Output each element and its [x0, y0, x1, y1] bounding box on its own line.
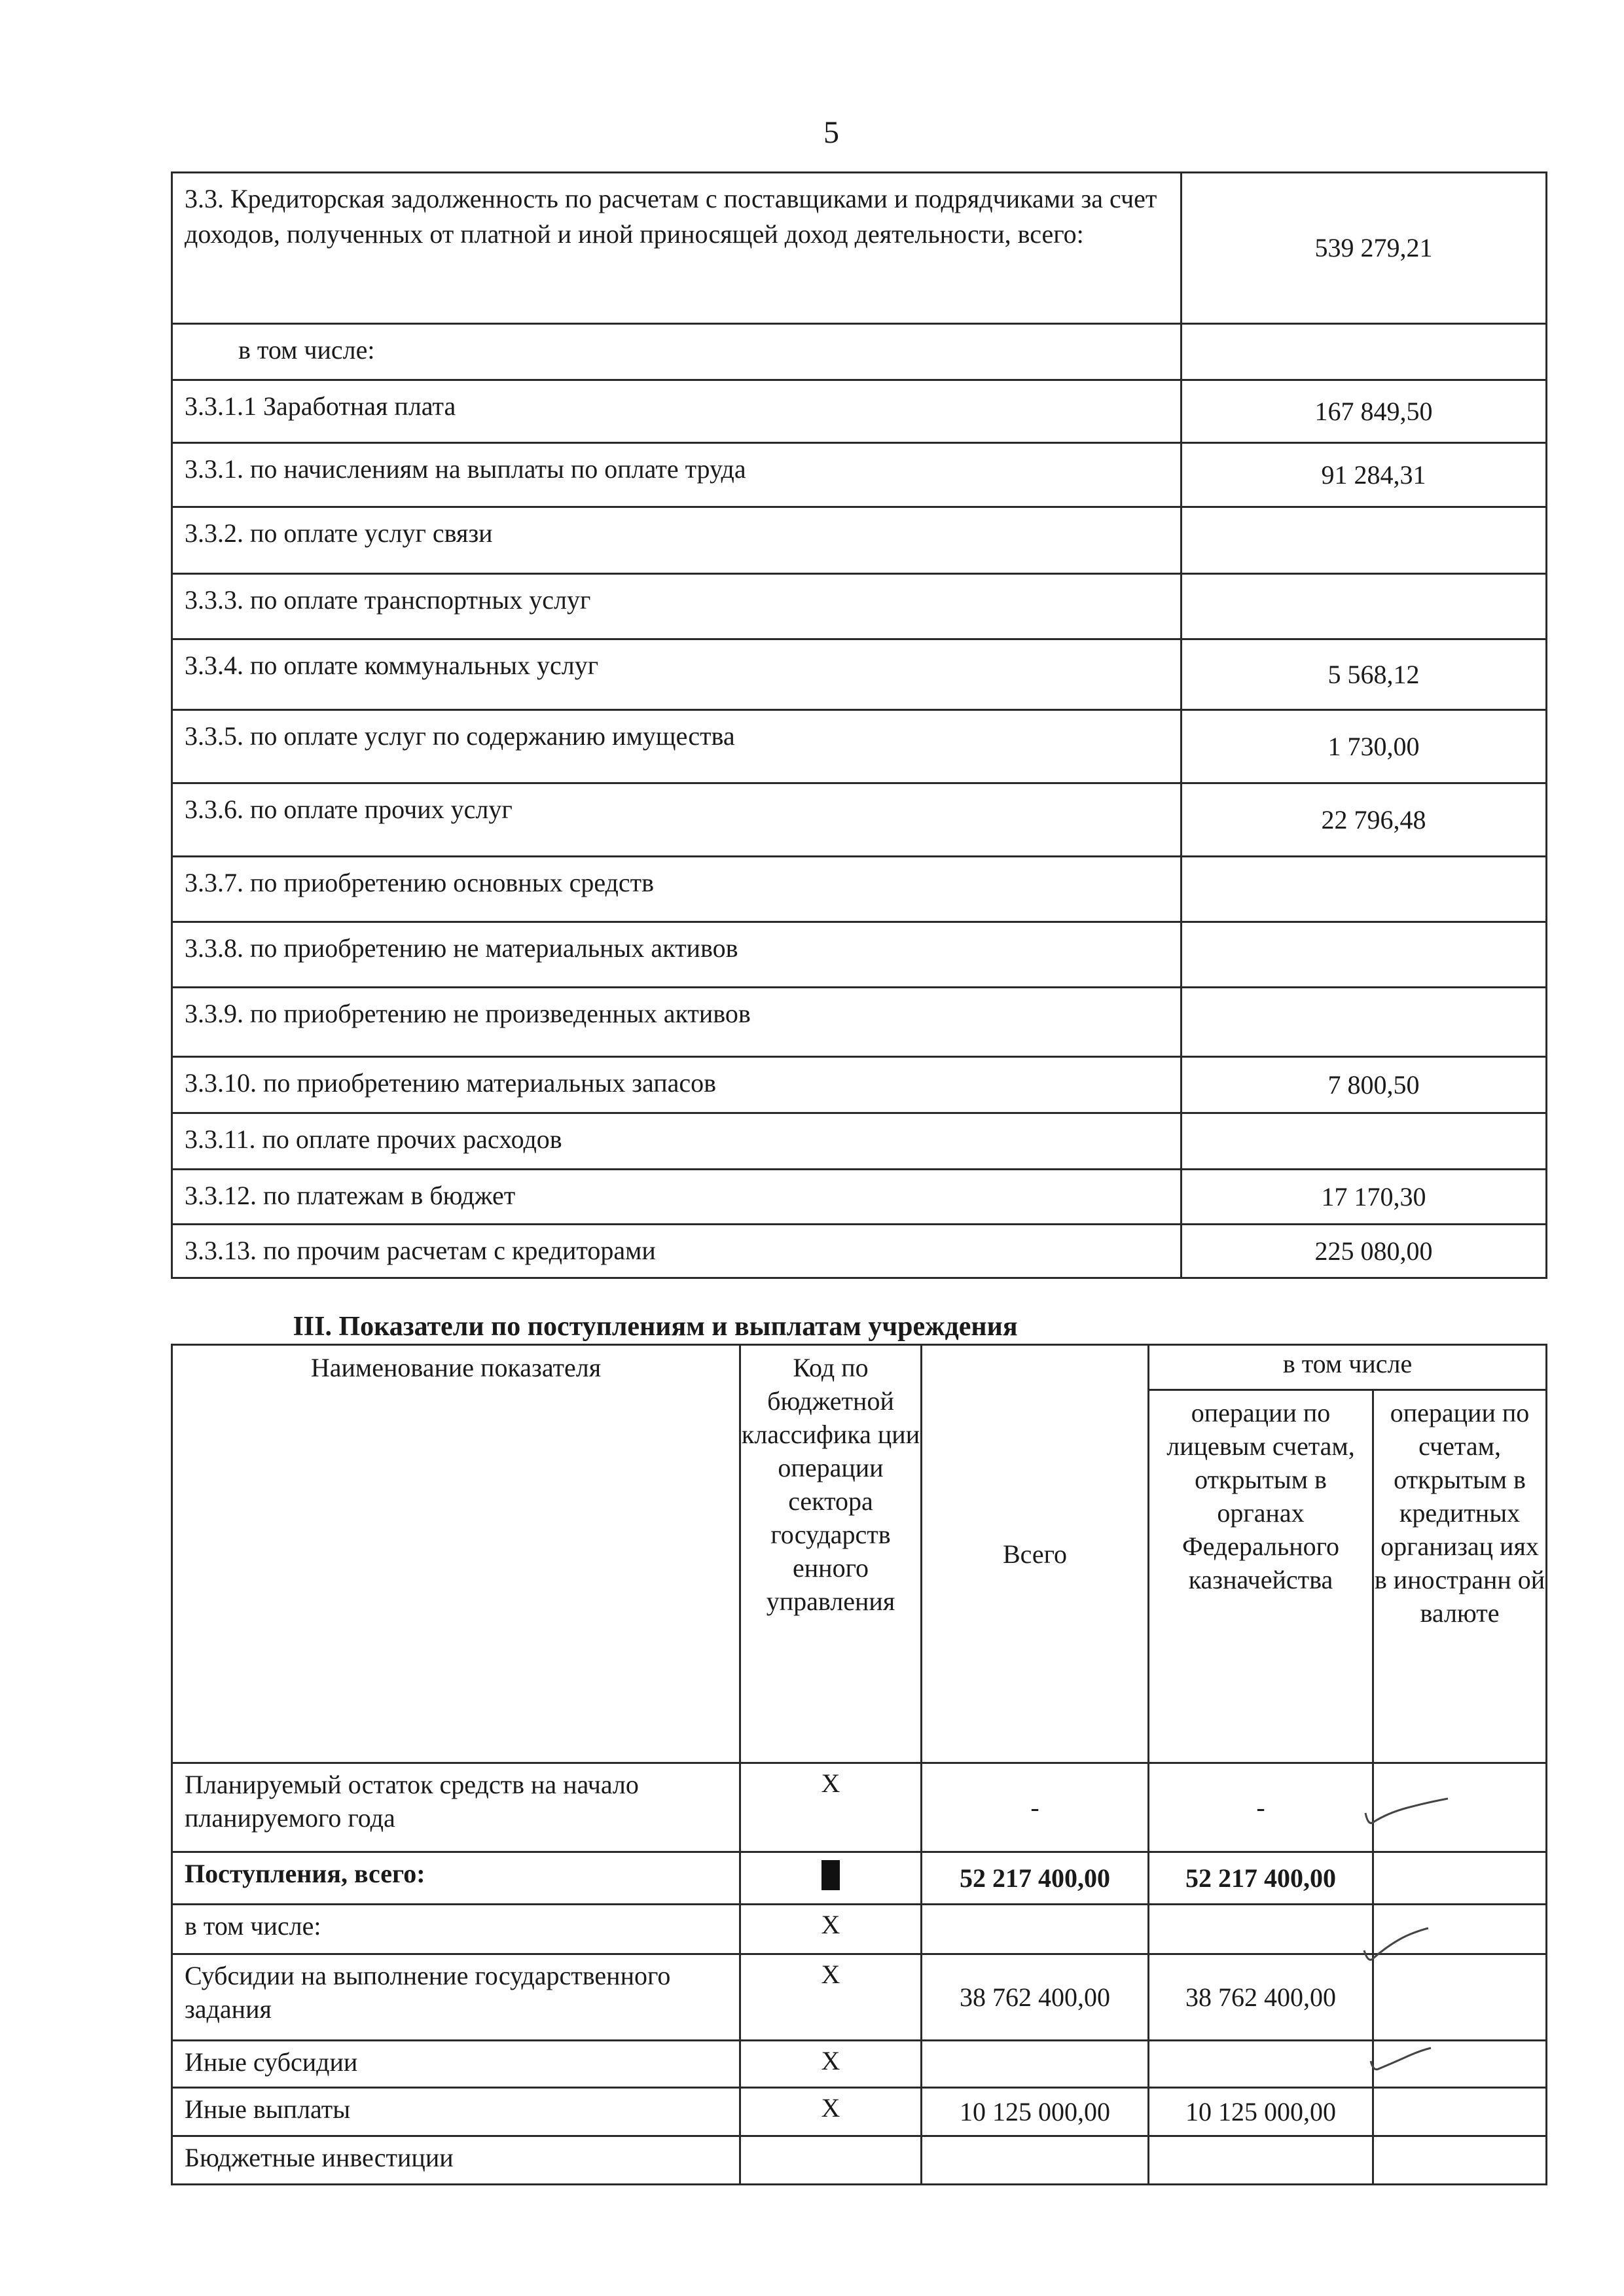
table-row	[172, 783, 1547, 857]
table-row	[172, 1113, 1547, 1170]
row-name: Бюджетные инвестиции	[172, 2136, 740, 2185]
header-code: Код по бюджетной классифика ции операции сектора государств енного управления	[740, 1345, 922, 1763]
row-name: Поступления, всего:	[172, 1852, 740, 1905]
row-code: Х	[740, 1954, 922, 2041]
row-label: 3.3.3. по оплате транспортных услуг	[172, 574, 1182, 639]
section-title: III. Показатели по поступлениям и выплатам учреждения	[293, 1312, 1018, 1342]
row-value	[1182, 324, 1547, 380]
table-row	[172, 1170, 1547, 1225]
row-code: Х	[740, 1905, 922, 1954]
row-label: 3.3. Кредиторская задолженность по расчетам с поставщиками и подрядчиками за счет доходов, полученных от платной и иной приносящей доход деятельности, всего:	[172, 173, 1182, 324]
table-row	[172, 857, 1547, 922]
row-total	[922, 2041, 1149, 2088]
row-total: 10 125 000,00	[922, 2088, 1149, 2136]
row-label: 3.3.5. по оплате услуг по содержанию имущества	[172, 710, 1182, 783]
row-value: 539 279,21	[1182, 173, 1547, 324]
row-value	[1182, 507, 1547, 574]
row-value: 167 849,50	[1182, 380, 1547, 443]
table-row	[172, 988, 1547, 1057]
row-total	[922, 1905, 1149, 1954]
row-code: Х	[740, 2088, 922, 2136]
row-label: в том числе:	[172, 324, 1182, 380]
row-code	[740, 2136, 922, 2185]
table-row	[172, 574, 1547, 639]
table-row	[172, 1057, 1547, 1113]
row-label: 3.3.8. по приобретению не материальных активов	[172, 922, 1182, 988]
table-row	[172, 1905, 1547, 1954]
table-row	[172, 1852, 1547, 1905]
row-label: 3.3.6. по оплате прочих услуг	[172, 783, 1182, 857]
row-label: 3.3.1.1 Заработная плата	[172, 380, 1182, 443]
row-value: 1 730,00	[1182, 710, 1547, 783]
row-value: 7 800,50	[1182, 1057, 1547, 1113]
table-row	[172, 639, 1547, 710]
row-value	[1182, 922, 1547, 988]
row-label: 3.3.9. по приобретению не произведенных активов	[172, 988, 1182, 1057]
row-label: 3.3.7. по приобретению основных средств	[172, 857, 1182, 922]
header-name: Наименование показателя	[172, 1345, 740, 1763]
row-name: Субсидии на выполнение государственного задания	[172, 1954, 740, 2041]
table-row	[172, 1954, 1547, 2041]
row-foreign	[1373, 2088, 1547, 2136]
table-row	[172, 922, 1547, 988]
row-foreign	[1373, 2136, 1547, 2185]
row-label: 3.3.11. по оплате прочих расходов	[172, 1113, 1182, 1170]
row-value: 22 796,48	[1182, 783, 1547, 857]
row-name: Иные выплаты	[172, 2088, 740, 2136]
row-total: -	[922, 1763, 1149, 1852]
table-row	[172, 1763, 1547, 1852]
row-federal: 38 762 400,00	[1149, 1954, 1373, 2041]
creditor-debt-table	[171, 171, 1547, 1279]
row-total	[922, 2136, 1149, 2185]
row-value: 17 170,30	[1182, 1170, 1547, 1225]
table-row	[172, 507, 1547, 574]
table-row	[172, 2136, 1547, 2185]
row-label: 3.3.1. по начислениям на выплаты по оплате труда	[172, 443, 1182, 507]
check-mark-icon	[1362, 1793, 1453, 1839]
row-code	[740, 1852, 922, 1905]
row-federal	[1149, 1905, 1373, 1954]
table-row	[172, 173, 1547, 324]
row-name: Иные субсидии	[172, 2041, 740, 2088]
header-foreign: операции по счетам, открытым в кредитных организац иях в иностранн ой валюте	[1373, 1390, 1547, 1763]
table-row	[172, 380, 1547, 443]
row-label: 3.3.10. по приобретению материальных запасов	[172, 1057, 1182, 1113]
row-federal: 52 217 400,00	[1149, 1852, 1373, 1905]
header-including: в том числе	[1149, 1345, 1547, 1390]
page-number: 5	[823, 115, 839, 150]
row-label: 3.3.4. по оплате коммунальных услуг	[172, 639, 1182, 710]
row-label: 3.3.13. по прочим расчетам с кредиторами	[172, 1225, 1182, 1278]
redaction-mark	[821, 1860, 840, 1890]
row-value: 91 284,31	[1182, 443, 1547, 507]
row-total: 38 762 400,00	[922, 1954, 1149, 2041]
row-name: в том числе:	[172, 1905, 740, 1954]
row-code: Х	[740, 2041, 922, 2088]
row-value	[1182, 1113, 1547, 1170]
header-total: Всего	[922, 1345, 1149, 1763]
table-row	[172, 1225, 1547, 1278]
header-federal: операции по лицевым счетам, открытым в органах Федерального казначейства	[1149, 1390, 1373, 1763]
row-code: Х	[740, 1763, 922, 1852]
row-federal: -	[1149, 1763, 1373, 1852]
table-row	[172, 443, 1547, 507]
check-mark-icon	[1360, 1924, 1432, 1970]
header-row	[172, 1345, 1547, 1390]
row-value: 5 568,12	[1182, 639, 1547, 710]
row-value	[1182, 988, 1547, 1057]
row-label: 3.3.12. по платежам в бюджет	[172, 1170, 1182, 1225]
row-total: 52 217 400,00	[922, 1852, 1149, 1905]
check-mark-icon	[1368, 2045, 1434, 2078]
row-label: 3.3.2. по оплате услуг связи	[172, 507, 1182, 574]
table-row	[172, 2041, 1547, 2088]
row-foreign	[1373, 1852, 1547, 1905]
table-row	[172, 2088, 1547, 2136]
table-row	[172, 710, 1547, 783]
row-value: 225 080,00	[1182, 1225, 1547, 1278]
row-federal: 10 125 000,00	[1149, 2088, 1373, 2136]
row-value	[1182, 574, 1547, 639]
indicators-table	[171, 1344, 1547, 2185]
row-name: Планируемый остаток средств на начало планируемого года	[172, 1763, 740, 1852]
row-federal	[1149, 2136, 1373, 2185]
row-value	[1182, 857, 1547, 922]
table-row	[172, 324, 1547, 380]
row-federal	[1149, 2041, 1373, 2088]
